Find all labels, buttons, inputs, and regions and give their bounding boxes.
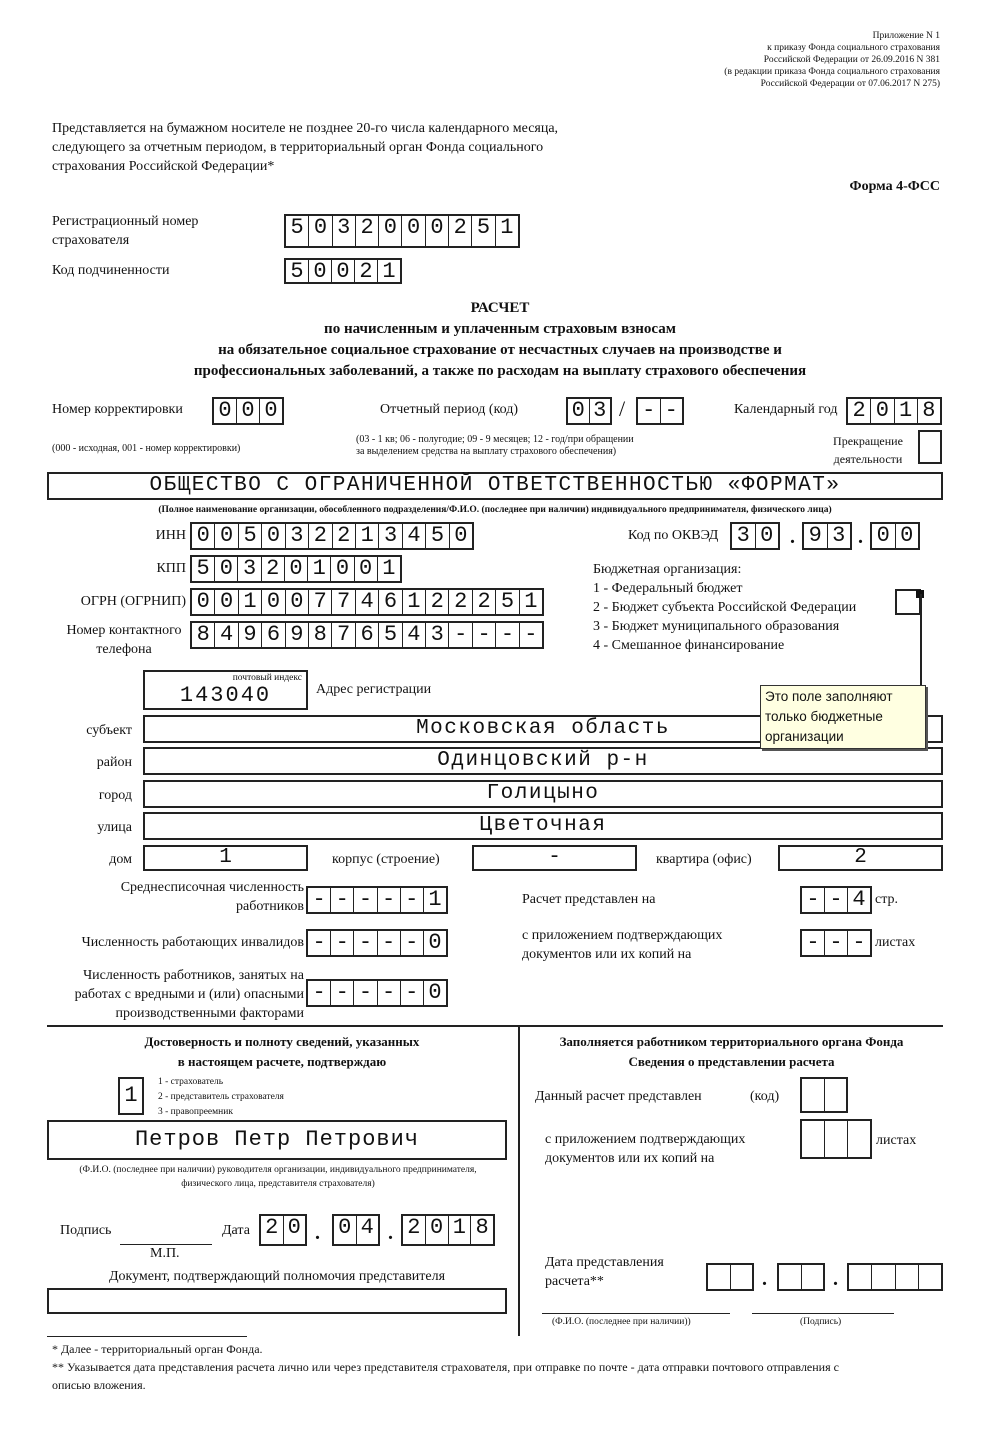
- digit-cell: 0: [262, 524, 285, 548]
- digit-cell: 1: [382, 259, 396, 284]
- digit-cell: 1: [356, 524, 379, 548]
- date-month-field[interactable]: [332, 1214, 380, 1246]
- reg-number-label: [52, 212, 198, 250]
- digit-cell: 5: [192, 557, 215, 581]
- digit-cell: 1: [382, 556, 396, 581]
- hazardous-label-line: производственными факторами: [115, 1006, 304, 1021]
- budget-option: 1 - Федеральный бюджет: [593, 581, 743, 596]
- intro-line: страхования Российской Федерации*: [52, 159, 275, 174]
- appendix-line: Российской Федерации от 07.06.2017 N 275): [760, 79, 940, 89]
- postal-value: 143040: [179, 683, 272, 708]
- digit-cell: -: [638, 399, 661, 423]
- confirm-option: 1 - страхователь: [158, 1077, 224, 1087]
- sign-label: Подпись: [60, 1223, 112, 1238]
- period-note-line: за выделением средства на выплату страхового обеспечения): [356, 446, 617, 457]
- digit-cell: -: [354, 981, 377, 1005]
- digit-cell: -: [825, 888, 848, 912]
- inn-label: ИНН: [155, 528, 186, 543]
- fio-field[interactable]: Петров Петр Петрович: [47, 1120, 507, 1160]
- period-code-field[interactable]: [566, 397, 612, 425]
- stamp-label: М.П.: [150, 1246, 180, 1261]
- fund-date-day[interactable]: [706, 1263, 754, 1291]
- district-field[interactable]: Одинцовский р-н: [143, 747, 943, 775]
- digit-cell: 2: [356, 216, 379, 246]
- kpp-field[interactable]: [190, 555, 402, 583]
- digit-cell: 0: [214, 399, 237, 423]
- fund-code-field[interactable]: [800, 1077, 848, 1113]
- page-title: [100, 298, 900, 382]
- digit-cell: 5: [239, 524, 262, 548]
- disabled-label: Численность работающих инвалидов: [81, 935, 304, 950]
- confirm-option: 2 - представитель страхователя: [158, 1092, 284, 1102]
- footnotes: [52, 1340, 839, 1394]
- digit-cell: 4: [360, 1215, 374, 1240]
- org-name-field[interactable]: ОБЩЕСТВО С ОГРАНИЧЕННОЙ ОТВЕТСТВЕННОСТЬЮ «ФОРМАТ»: [47, 472, 943, 500]
- subject-field[interactable]: Московская область: [143, 715, 943, 743]
- period-slash: /: [619, 396, 626, 421]
- digit-cell: 1: [428, 887, 442, 912]
- house-field[interactable]: 1: [143, 845, 308, 871]
- section-divider: [47, 1025, 943, 1027]
- okved-part3[interactable]: [870, 522, 920, 550]
- digit-cell: 9: [804, 524, 828, 548]
- budget-option: 3 - Бюджет муниципального образования: [593, 619, 840, 634]
- headcount-field[interactable]: [306, 886, 448, 914]
- digit-cell: 0: [872, 524, 896, 548]
- digit-cell: 0: [309, 216, 332, 246]
- disabled-field[interactable]: [306, 929, 448, 957]
- digit-cell: 0: [264, 398, 278, 423]
- address-title: Адрес регистрации: [316, 682, 432, 697]
- fund-date-dot: .: [833, 1268, 838, 1290]
- digit-cell: -: [401, 981, 424, 1005]
- digit-cell: 8: [922, 398, 936, 423]
- digit-cell: 1: [239, 590, 262, 614]
- digit-cell: -: [308, 888, 331, 912]
- hazardous-label: [40, 966, 304, 1023]
- digit-cell: 0: [379, 216, 402, 246]
- digit-cell: 0: [287, 1215, 301, 1240]
- period-code-field-2[interactable]: [636, 397, 684, 425]
- digit-cell: 3: [732, 524, 756, 548]
- street-field[interactable]: Цветочная: [143, 812, 943, 840]
- digit-cell: 2: [449, 590, 472, 614]
- digit-cell: 5: [379, 623, 402, 647]
- digit-cell: 3: [286, 524, 309, 548]
- digit-cell: 0: [568, 399, 590, 423]
- digit-cell: 4: [215, 623, 238, 647]
- budget-options: [593, 560, 856, 655]
- digit-cell: 0: [215, 557, 238, 581]
- attachments-label: [522, 926, 722, 964]
- fund-date-label-line: Дата представления: [545, 1255, 664, 1270]
- digit-cell: -: [354, 931, 377, 955]
- okved-part1[interactable]: [730, 522, 780, 550]
- digit-cell: 0: [262, 590, 285, 614]
- termination-label-line: Прекращение: [833, 434, 903, 448]
- digit-cell: 5: [286, 260, 309, 282]
- ogrn-label: ОГРН (ОГРНИП): [80, 594, 186, 609]
- appendix-line: Российской Федерации от 26.09.2016 N 381: [763, 55, 940, 65]
- digit-cell: 3: [426, 623, 449, 647]
- digit-cell: 0: [760, 523, 774, 548]
- intro-line: Представляется на бумажном носителе не позднее 20-го числа календарного месяца,: [52, 121, 559, 136]
- digit-cell: 4: [356, 590, 379, 614]
- budget-option: 2 - Бюджет субъекта Российской Федерации: [593, 600, 857, 615]
- digit-cell: -: [378, 981, 401, 1005]
- digit-cell: 0: [428, 980, 442, 1005]
- period-note-line: (03 - 1 кв; 06 - полугодие; 09 - 9 месяцев; 12 - год/при обращении: [356, 434, 634, 445]
- section-vertical-divider: [518, 1026, 520, 1336]
- tooltip-line: только бюджетные: [765, 709, 883, 724]
- title-line: по начисленным и уплаченным страховым взносам: [324, 321, 676, 337]
- digit-cell: 9: [286, 623, 309, 647]
- digit-cell: 5: [496, 590, 519, 614]
- footnote: * Далее - территориальный орган Фонда.: [52, 1342, 263, 1356]
- building-label: корпус (строение): [332, 852, 440, 867]
- attachments-unit: листах: [875, 935, 916, 950]
- digit-cell: 2: [403, 1216, 426, 1244]
- date-label: Дата: [222, 1223, 250, 1238]
- digit-cell: -: [473, 623, 496, 647]
- digit-cell: 1: [403, 590, 426, 614]
- digit-cell: 0: [454, 523, 468, 548]
- digit-cell: 0: [215, 524, 238, 548]
- district-label: район: [96, 755, 132, 770]
- digit-cell: -: [308, 931, 331, 955]
- digit-cell: 5: [426, 524, 449, 548]
- confirm-title: [47, 1032, 517, 1072]
- digit-cell: -: [825, 931, 848, 955]
- fund-date-dot: .: [762, 1268, 767, 1290]
- date-dot: .: [388, 1222, 393, 1244]
- tooltip-line: Это поле заполняют: [765, 689, 893, 704]
- digit-cell: 7: [332, 590, 355, 614]
- intro-text: [52, 119, 558, 176]
- digit-cell: 8: [192, 623, 215, 647]
- digit-cell: 6: [356, 623, 379, 647]
- fund-fio-note: (Ф.И.О. (последнее при наличии)): [552, 1317, 691, 1327]
- pages-field[interactable]: [800, 886, 872, 914]
- phone-label-line: телефона: [96, 642, 152, 657]
- digit-cell: 4: [403, 524, 426, 548]
- digit-cell: 2: [309, 524, 332, 548]
- fio-note-line: (Ф.И.О. (последнее при наличии) руководителя организации, индивидуального предпринимателя,: [79, 1165, 477, 1175]
- okved-dot: .: [858, 526, 863, 548]
- ogrn-field[interactable]: [190, 588, 544, 616]
- fund-date-label-line: расчета**: [545, 1274, 604, 1289]
- fund-fio-line[interactable]: [542, 1313, 730, 1314]
- subordination-label: Код подчиненности: [52, 263, 170, 278]
- digit-cell: 2: [449, 216, 472, 246]
- subject-label: субъект: [86, 723, 132, 738]
- title-line: РАСЧЕТ: [470, 300, 530, 316]
- digit-cell: 0: [334, 1216, 357, 1244]
- headcount-label: [52, 878, 304, 916]
- digit-cell: 3: [379, 524, 402, 548]
- termination-checkbox[interactable]: [918, 430, 942, 464]
- fund-sign-line[interactable]: [752, 1313, 894, 1314]
- digit-cell: -: [524, 622, 538, 647]
- pages-label: Расчет представлен на: [522, 892, 656, 907]
- house-label: дом: [109, 852, 132, 867]
- fio-note-line: физического лица, представителя страхователя): [181, 1179, 375, 1189]
- fund-code-label: (код): [750, 1089, 780, 1104]
- digit-cell: 2: [426, 590, 449, 614]
- phone-label: [56, 621, 192, 659]
- postal-label: почтовый индекс: [232, 673, 302, 683]
- period-label: Отчетный период (код): [380, 402, 519, 417]
- digit-cell: -: [449, 623, 472, 647]
- apartment-field[interactable]: 2: [778, 845, 943, 871]
- digit-cell: 0: [428, 930, 442, 955]
- digit-cell: 6: [262, 623, 285, 647]
- digit-cell: -: [354, 888, 377, 912]
- fund-sign-note: (Подпись): [800, 1317, 842, 1327]
- digit-cell: 6: [379, 590, 402, 614]
- okved-dot: .: [790, 526, 795, 548]
- digit-cell: -: [331, 931, 354, 955]
- fund-date-month[interactable]: [777, 1263, 825, 1291]
- confirm-options: [158, 1075, 284, 1120]
- appendix-line: к приказу Фонда социального страхования: [767, 43, 940, 53]
- pages-unit: стр.: [875, 892, 899, 907]
- digit-cell: 0: [192, 590, 215, 614]
- attachments-field[interactable]: [800, 929, 872, 957]
- digit-cell: 0: [309, 260, 332, 282]
- digit-cell: 3: [593, 398, 607, 423]
- digit-cell: 8: [309, 623, 332, 647]
- fund-title: [520, 1032, 943, 1072]
- digit-cell: 1: [524, 589, 538, 614]
- digit-cell: 0: [215, 590, 238, 614]
- digit-cell: 0: [355, 557, 378, 581]
- apartment-label: квартира (офис): [656, 852, 752, 867]
- okved-part2[interactable]: [802, 522, 852, 550]
- footnote: описью вложения.: [52, 1378, 146, 1392]
- digit-cell: 7: [332, 623, 355, 647]
- digit-cell: 4: [403, 623, 426, 647]
- postal-box[interactable]: [143, 670, 308, 710]
- date-year-field[interactable]: [401, 1214, 495, 1246]
- fund-title-line: Заполняется работником территориального органа Фонда: [559, 1034, 904, 1049]
- confirm-code-field[interactable]: 1: [118, 1077, 144, 1115]
- confirm-title-line: в настоящем расчете, подтверждаю: [177, 1054, 387, 1069]
- digit-cell: -: [802, 888, 825, 912]
- digit-cell: 0: [285, 557, 308, 581]
- digit-cell: 9: [239, 623, 262, 647]
- digit-cell: 0: [426, 1216, 449, 1244]
- digit-cell: 5: [472, 216, 495, 246]
- digit-cell: 3: [238, 557, 261, 581]
- fund-attach-label-line: с приложением подтверждающих: [545, 1132, 746, 1147]
- digit-cell: 1: [308, 557, 331, 581]
- footnote-divider: [47, 1336, 247, 1337]
- digit-cell: -: [308, 981, 331, 1005]
- year-field[interactable]: [846, 397, 942, 425]
- inn-field[interactable]: [190, 522, 474, 550]
- digit-cell: -: [852, 930, 866, 955]
- fund-date-year[interactable]: [847, 1263, 943, 1291]
- digit-cell: 0: [426, 216, 449, 246]
- phone-label-line: Номер контактного: [66, 623, 182, 638]
- city-field[interactable]: Голицыно: [143, 780, 943, 808]
- digit-cell: 0: [332, 260, 355, 282]
- correction-label: Номер корректировки: [52, 402, 183, 417]
- digit-cell: -: [802, 931, 825, 955]
- reg-number-label-line: страхователя: [52, 233, 130, 248]
- phone-field[interactable]: [190, 621, 544, 649]
- digit-cell: -: [331, 888, 354, 912]
- street-label: улица: [97, 820, 132, 835]
- digit-cell: 3: [333, 216, 356, 246]
- fund-title-line: Сведения о представлении расчета: [628, 1054, 835, 1069]
- doc-field[interactable]: [47, 1288, 507, 1314]
- fund-attach-label: [545, 1130, 745, 1168]
- appendix-line: (в редакции приказа Фонда социального страхования: [724, 67, 940, 77]
- digit-cell: 0: [900, 523, 914, 548]
- digit-cell: -: [401, 931, 424, 955]
- digit-cell: -: [331, 981, 354, 1005]
- confirm-option: 3 - правопреемник: [158, 1107, 233, 1117]
- digit-cell: -: [378, 888, 401, 912]
- hazardous-label-line: Численность работников, занятых на: [83, 968, 304, 983]
- fio-note: [40, 1163, 516, 1191]
- doc-label: Документ, подтверждающий полномочия представителя: [108, 1269, 446, 1284]
- termination-label-line: деятельности: [833, 452, 903, 466]
- confirm-title-line: Достоверность и полноту сведений, указанных: [144, 1034, 420, 1049]
- title-line: профессиональных заболеваний, а также по расходам на выплату страхового обеспечения: [193, 363, 807, 379]
- headcount-label-line: работников: [236, 899, 304, 914]
- digit-cell: 0: [237, 399, 260, 423]
- digit-cell: 7: [309, 590, 332, 614]
- appendix-line: Приложение N 1: [872, 31, 940, 41]
- reg-number-label-line: Регистрационный номер: [52, 214, 199, 229]
- fund-attach-label-line: документов или их копий на: [545, 1151, 715, 1166]
- digit-cell: 2: [355, 260, 378, 282]
- budget-title: Бюджетная организация:: [593, 562, 742, 577]
- digit-cell: 4: [852, 887, 866, 912]
- attachments-label-line: с приложением подтверждающих: [522, 928, 723, 943]
- tooltip-connector: [920, 594, 922, 686]
- digit-cell: 0: [192, 524, 215, 548]
- digit-cell: 5: [286, 216, 309, 246]
- subordination-field[interactable]: [284, 258, 402, 284]
- digit-cell: 2: [333, 524, 356, 548]
- budget-tooltip: [760, 685, 926, 749]
- attachments-label-line: документов или их копий на: [522, 947, 692, 962]
- org-name-note: (Полное наименование организации, обособленного подразделения/Ф.И.О. (последнее при наличии) индивидуального предпринимателя, физического лица): [158, 505, 832, 515]
- correction-field[interactable]: [212, 397, 284, 425]
- correction-note: (000 - исходная, 001 - номер корректировки): [52, 443, 241, 454]
- tooltip-line: организации: [765, 729, 844, 744]
- fund-presented-label: Данный расчет представлен: [535, 1089, 702, 1104]
- digit-cell: -: [378, 931, 401, 955]
- digit-cell: 1: [500, 215, 514, 240]
- kpp-label: КПП: [156, 561, 186, 576]
- intro-line: следующего за отчетным периодом, в территориальный орган Фонда социального: [52, 140, 544, 155]
- digit-cell: 2: [848, 399, 871, 423]
- headcount-label-line: Среднесписочная численность: [120, 880, 304, 895]
- digit-cell: 1: [449, 1216, 472, 1244]
- fund-date-label: [545, 1253, 664, 1291]
- budget-option: 4 - Смешанное финансирование: [593, 638, 785, 653]
- digit-cell: 0: [402, 216, 425, 246]
- digit-cell: -: [664, 398, 678, 423]
- form-name: Форма 4-ФСС: [849, 179, 940, 194]
- fund-attach-unit: листах: [876, 1133, 917, 1148]
- digit-cell: 2: [473, 590, 496, 614]
- year-label: Календарный год: [734, 402, 838, 417]
- appendix-note: [620, 30, 940, 90]
- okved-label: Код по ОКВЭД: [628, 528, 719, 543]
- digit-cell: 1: [895, 399, 918, 423]
- period-note: [356, 434, 634, 458]
- digit-cell: 8: [475, 1215, 489, 1240]
- building-field[interactable]: -: [472, 845, 637, 871]
- digit-cell: 0: [286, 590, 309, 614]
- digit-cell: 0: [331, 557, 354, 581]
- digit-cell: 2: [262, 557, 285, 581]
- digit-cell: -: [496, 623, 519, 647]
- digit-cell: 3: [832, 523, 846, 548]
- termination-label: [800, 432, 936, 468]
- date-dot: .: [315, 1222, 320, 1244]
- fund-attach-field[interactable]: [800, 1119, 872, 1159]
- title-line: на обязательное социальное страхование от несчастных случаев на производстве и: [218, 342, 782, 358]
- hazardous-field[interactable]: [306, 979, 448, 1007]
- city-label: город: [98, 788, 132, 803]
- hazardous-label-line: работах с вредными и (или) опасными: [74, 987, 304, 1002]
- footnote: ** Указывается дата представления расчета лично или через представителя страхователя, при отправке по почте - дата отправки почтового отправления с: [52, 1360, 839, 1374]
- digit-cell: -: [401, 888, 424, 912]
- date-day-field[interactable]: [259, 1214, 307, 1246]
- reg-number-field[interactable]: [284, 214, 520, 248]
- digit-cell: 2: [261, 1216, 284, 1244]
- digit-cell: 0: [871, 399, 894, 423]
